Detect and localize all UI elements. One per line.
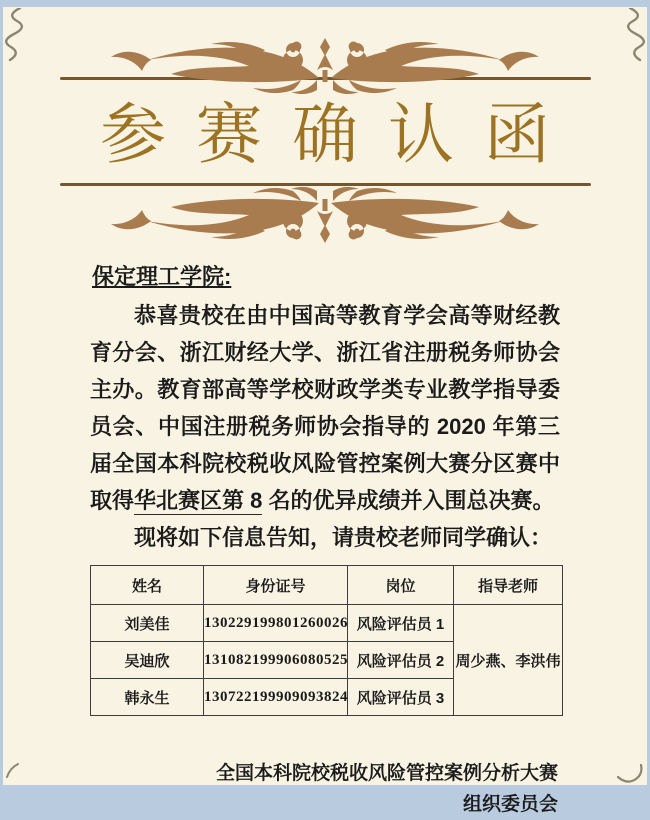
signature-organization: 全国本科院校税收风险管控案例分析大赛 [215, 763, 558, 784]
signature-block [90, 758, 560, 820]
ranking-underlined-text: 华北赛区第 8 [134, 488, 263, 513]
participant-table [90, 565, 563, 716]
letter-body [3, 253, 647, 820]
cell-id: 131082199906080525 [204, 642, 348, 679]
cell-id: 130229199801260026 [204, 605, 348, 642]
cell-role: 风险评估员 3 [348, 679, 454, 716]
cell-name: 刘美佳 [91, 605, 204, 642]
col-header-id: 身份证号 [204, 566, 348, 605]
col-header-advisor: 指导老师 [454, 566, 563, 605]
paragraph-congratulations [90, 297, 560, 519]
cell-name: 吴迪欣 [91, 642, 204, 679]
corner-squiggle-top-left-icon [4, 8, 26, 66]
certificate-paper [3, 7, 647, 815]
cell-role: 风险评估员 2 [348, 642, 454, 679]
table-header-row [91, 566, 563, 605]
paragraph-notice: 现将如下信息告知，请贵校老师同学确认： [134, 525, 553, 550]
cell-role: 风险评估员 1 [348, 605, 454, 642]
col-header-name: 姓名 [91, 566, 204, 605]
paragraph-text-1: 恭喜贵校在由中国高等教育学会高等财经教育分会、浙江财经大学、浙江省注册税务师协会主办。教育部高等学校财政学类专业教学指导委员会、中国注册税务师协会指导的 2020 年第三届全国本科院校税收风险管控案例大赛分区赛中取得 [90, 303, 560, 513]
col-header-role: 岗位 [348, 566, 454, 605]
table-row [91, 605, 563, 642]
cell-id: 130722199909093824 [204, 679, 348, 716]
paragraph-text-2: 名的优异成绩并入围总决赛。 [262, 488, 555, 513]
signature-committee: 组织委员会 [462, 794, 558, 815]
cell-advisor: 周少燕、李洪伟 [454, 605, 563, 716]
corner-squiggle-top-right-icon [624, 8, 646, 66]
page-title: 参赛确认函 [100, 96, 580, 173]
flourish-bottom-icon [105, 187, 545, 247]
salutation: 保定理工学院: [92, 264, 232, 289]
cell-name: 韩永生 [91, 679, 204, 716]
